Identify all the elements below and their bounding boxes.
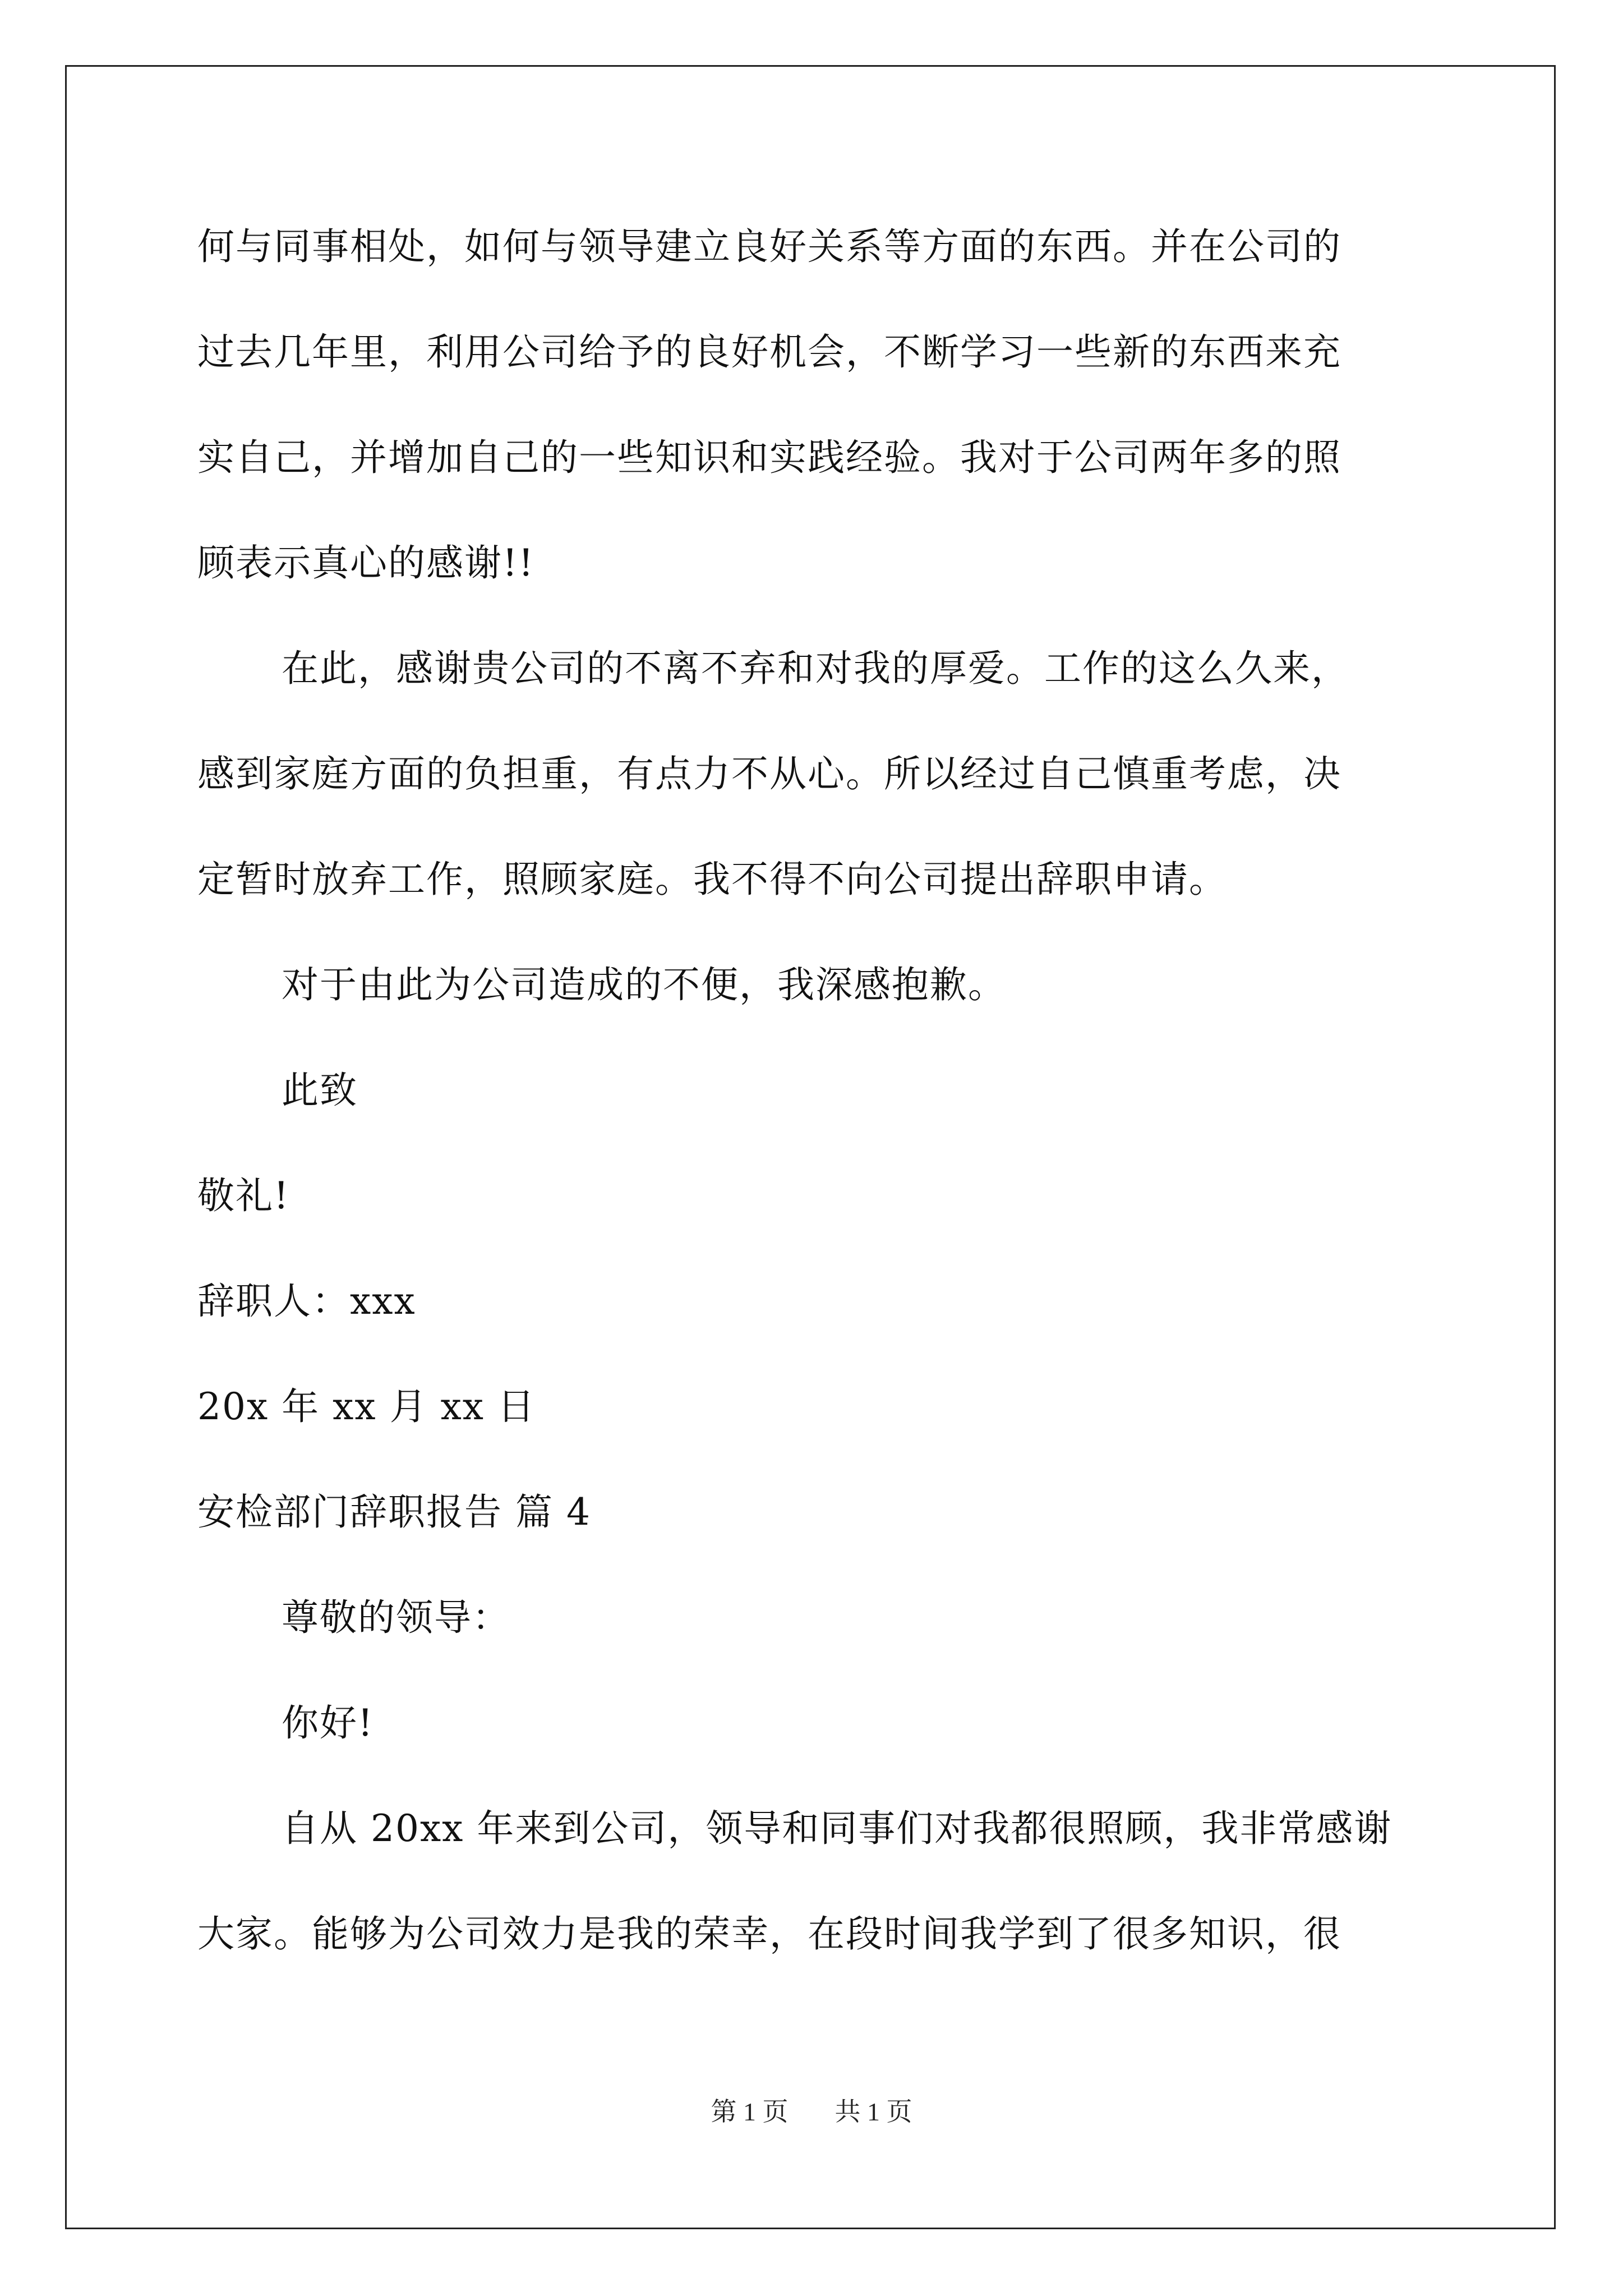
salutation: 敬礼! xyxy=(197,1174,290,1217)
text-line-6: 感到家庭方面的负担重，有点力不从心。所以经过自己慎重考虑，决 xyxy=(197,752,1341,795)
page-number: 第 1 页 xyxy=(711,2097,789,2126)
date-line: 20x 年 xx 月 xx 日 xyxy=(197,1385,536,1428)
section-heading: 安检部门辞职报告 篇 4 xyxy=(197,1490,591,1534)
document-body xyxy=(197,194,1431,1987)
hello-line: 你好! xyxy=(282,1701,374,1745)
text-line-5: 在此，感谢贵公司的不离不弃和对我的厚爱。工作的这么久来， xyxy=(282,647,1349,690)
text-line-8: 对于由此为公司造成的不便，我深感抱歉。 xyxy=(282,963,1006,1006)
text-line-17: 大家。能够为公司效力是我的荣幸，在段时间我学到了很多知识，很 xyxy=(197,1912,1341,1955)
closing-phrase: 此致 xyxy=(282,1069,358,1112)
text-line-3: 实自己，并增加自己的一些知识和实践经验。我对于公司两年多的照 xyxy=(197,436,1341,479)
text-line-7: 定暂时放弃工作，照顾家庭。我不得不向公司提出辞职申请。 xyxy=(197,858,1227,901)
signature-line: 辞职人：xxx xyxy=(197,1280,416,1323)
page-total: 共 1 页 xyxy=(834,2097,912,2126)
page-footer xyxy=(0,2091,1623,2128)
text-line-16: 自从 20xx 年来到公司，领导和同事们对我都很照顾，我非常感谢 xyxy=(282,1807,1393,1850)
text-line-1: 何与同事相处，如何与领导建立良好关系等方面的东西。并在公司的 xyxy=(197,225,1341,268)
text-line-4: 顾表示真心的感谢!! xyxy=(197,541,535,585)
greeting-line: 尊敬的领导： xyxy=(282,1596,510,1639)
text-line-2: 过去几年里，利用公司给予的良好机会，不断学习一些新的东西来充 xyxy=(197,330,1341,374)
